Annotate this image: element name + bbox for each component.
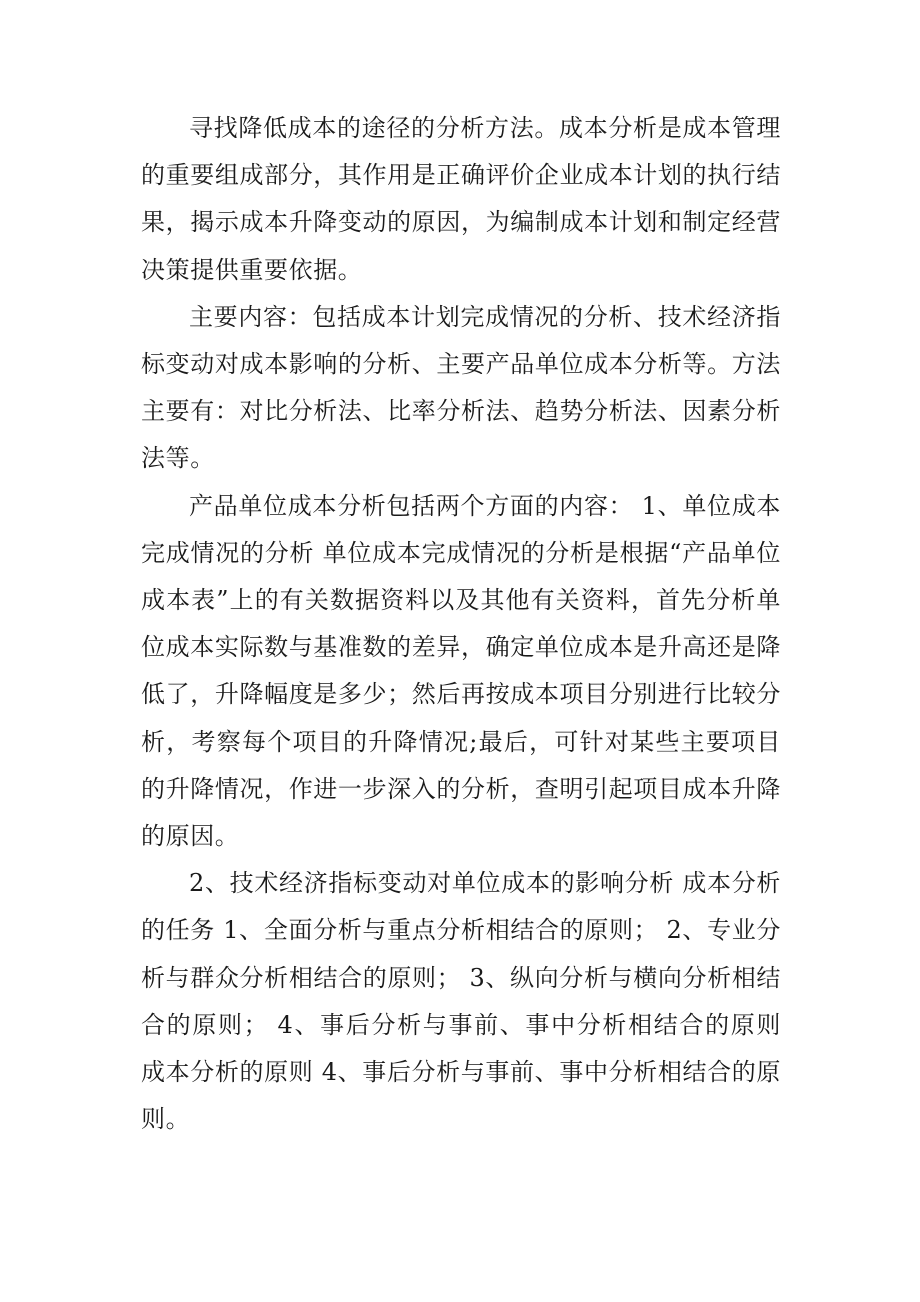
paragraph-1: 寻找降低成本的途径的分析方法。成本分析是成本管理的重要组成部分，其作用是正确评价企业成本计划的执行结果，揭示成本升降变动的原因，为编制成本计划和制定经营决策提供重要依据。 bbox=[141, 114, 781, 284]
paragraph-2: 主要内容：包括成本计划完成情况的分析、技术经济指标变动对成本影响的分析、主要产品单位成本分析等。方法主要有：对比分析法、比率分析法、趋势分析法、因素分析法等。 bbox=[141, 302, 781, 473]
document-body bbox=[141, 105, 781, 1143]
paragraph-4: 2、技术经济指标变动对单位成本的影响分析 成本分析的任务 1、全面分析与重点分析相结合的原则； 2、专业分析与群众分析相结合的原则； 3、纵向分析与横向分析相结合的原则； 4、事后分析与事前、事中分析相结合的原则 成本分析的原则 4、事后分析与事前、事中分析相结合的原则。 bbox=[141, 869, 781, 1134]
paragraph-3: 产品单位成本分析包括两个方面的内容： 1、单位成本完成情况的分析 单位成本完成情况的分析是根据“产品单位成本表”上的有关数据资料以及其他有关资料，首先分析单位成本实际数与基准数的差异，确定单位成本是升高还是降低了，升降幅度是多少；然后再按成本项目分别进行比较分析，考察每个项目的升降情况;最后，可针对某些主要项目的升降情况，作进一步深入的分析，查明引起项目成本升降的原因。 bbox=[141, 491, 781, 851]
